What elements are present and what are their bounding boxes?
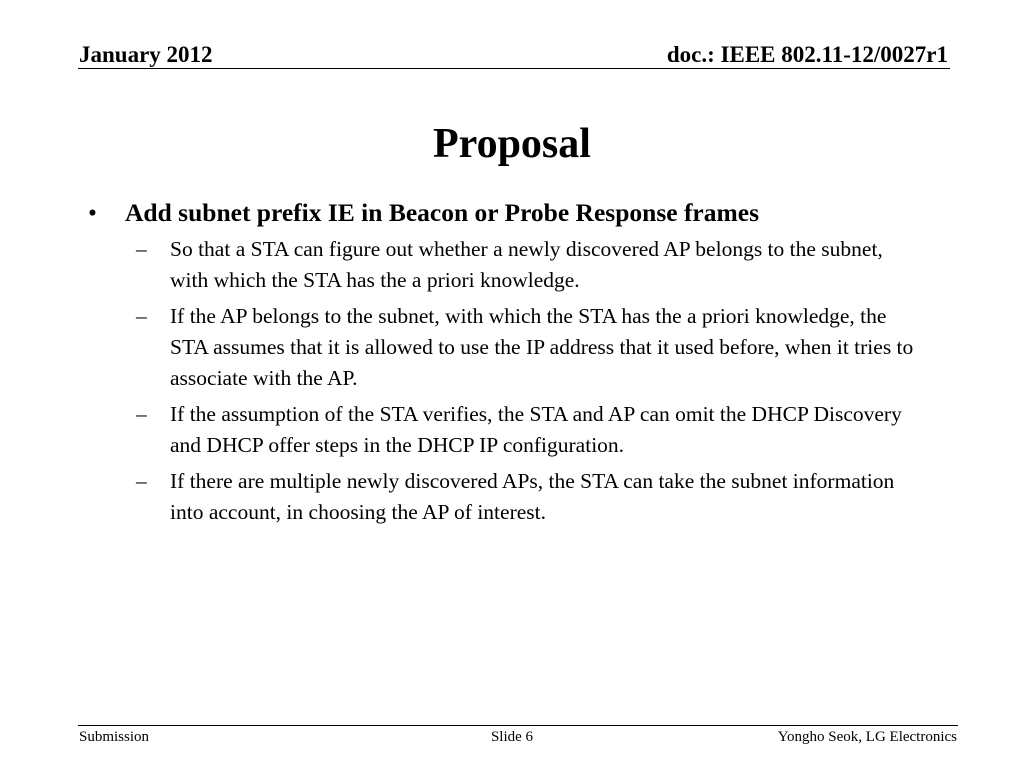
sub-bullet-marker: – [136, 304, 147, 328]
footer-author: Yongho Seok, LG Electronics [777, 729, 957, 745]
sub-bullet-marker: – [136, 402, 147, 426]
sub-bullet-text: If there are multiple newly discovered APs, the STA can take the subnet information into account, in choosing the AP of interest. [170, 469, 895, 524]
sub-bullet-1 [136, 234, 926, 296]
sub-bullet-text: So that a STA can figure out whether a newly discovered AP belongs to the subnet, with which the STA has the a priori knowledge. [170, 237, 883, 292]
sub-bullet-4 [136, 466, 926, 528]
slide-body [88, 196, 948, 533]
sub-bullet-text: If the AP belongs to the subnet, with which the STA has the a priori knowledge, the STA assumes that it is allowed to use the IP address that it used before, when it tries to associate with the AP. [170, 304, 914, 390]
slide-title: Proposal [433, 121, 591, 167]
header-doc-id: doc.: IEEE 802.11-12/0027r1 [666, 42, 948, 67]
bullet-main-text: Add subnet prefix IE in Beacon or Probe Response frames [125, 198, 759, 227]
sub-bullet-marker: – [136, 237, 147, 261]
header-date: January 2012 [79, 42, 213, 67]
bullet-main [88, 196, 948, 230]
sub-bullet-3 [136, 399, 926, 461]
bullet-marker: • [88, 198, 97, 227]
sub-bullet-2 [136, 301, 926, 394]
footer-submission: Submission [79, 729, 150, 745]
header-divider [78, 68, 950, 69]
sub-bullet-text: If the assumption of the STA verifies, the STA and AP can omit the DHCP Discovery and DHCP offer steps in the DHCP IP configuration. [170, 402, 902, 457]
footer-slide-number: Slide 6 [490, 729, 534, 745]
sub-bullet-marker: – [136, 469, 147, 493]
footer-divider [78, 725, 958, 726]
sub-bullet-list [136, 234, 948, 528]
